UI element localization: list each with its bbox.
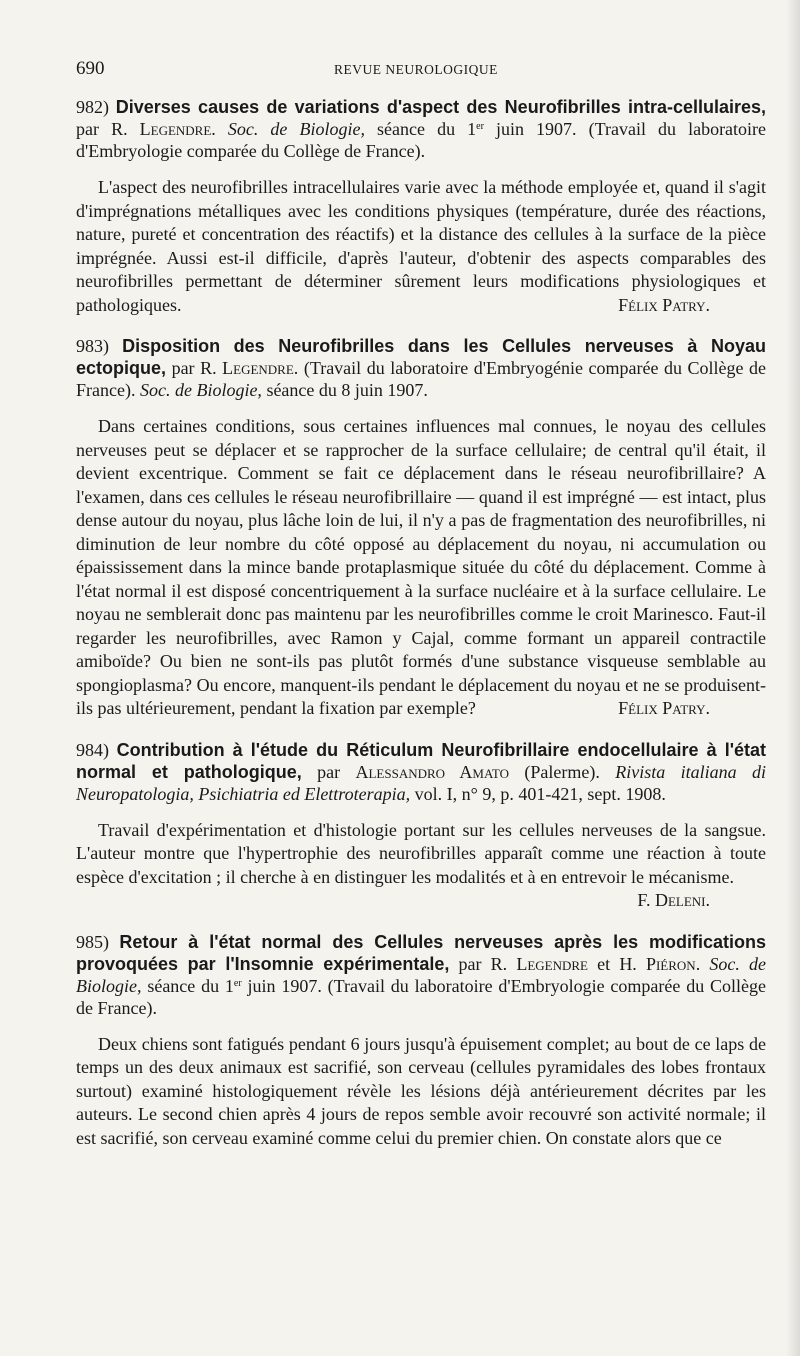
abstract-entry-982 [76,96,766,317]
entry-author: R. Legendre. [200,358,299,378]
page-header [76,58,776,82]
entry-summary [76,819,766,913]
reviewer-signature: Félix Patry. [618,294,710,315]
entry-author: R. Legendre [490,953,588,974]
by-word: par [171,358,195,378]
entry-source: juin 1907. (Travail du laboratoire d'Embryologie comparée du Collège de France). [76,975,766,1018]
entry-source: vol. I, n° 9, p. 401-421, sept. 1908. [414,783,666,804]
page-number: 690 [76,58,105,79]
entry-summary [76,415,766,721]
entry-author: R. Legendre. [111,119,216,139]
running-title: REVUE NEUROLOGIQUE [334,62,498,77]
entry-author: Alessandro Amato [355,761,510,782]
ordinal-superscript: er [476,121,484,132]
entry-source: juin 1907. (Travail du laboratoire d'Embryologie comparée du Collège de France). [76,119,767,161]
entry-number: 982) [76,97,109,117]
entry-title: Diverses causes de variations d'aspect des Neurofibrilles intra-cellulaires, [115,97,767,117]
entry-heading [76,96,766,162]
abstract-entry-985 [76,931,766,1151]
page-edge-shadow [786,0,800,1356]
entry-heading [76,739,766,805]
entry-source-pre: (Travail du laboratoire d'Embryogénie comparée du Collège de France). [76,358,767,400]
summary-text: L'aspect des neurofibrilles intracellulaires varie avec la méthode employée et, quand il s'agit d'imprégnations métalliques avec les conditions physiques (température, durée des réactions, nature, pureté et concentration des réactifs) et la distance des cellules à la surface de la pièce imprégnée. Aussi est-il difficile, d'après l'auteur, d'obtenir des aspects comparables des neurofibrilles permettant de déterminer sûrement leurs modifications physiologiques et pathologiques. [76,177,766,315]
entry-journal: Soc. de Biologie, [76,953,766,996]
by-word: par [317,761,341,782]
by-word: par [458,953,482,974]
entry-affiliation: (Palerme). [524,761,600,782]
abstract-entry-983 [76,335,766,721]
entry-number: 983) [76,336,109,356]
entry-number: 985) [76,931,109,952]
by-word: par [76,119,99,139]
entry-author-2: H. Piéron. [619,953,701,974]
summary-text: Travail d'expérimentation et d'histologie portant sur les cellules nerveuses de la sangsue. L'auteur montre que l'hypertrophie des neurofibrilles apparaît comme une réaction à toute espèce d'excitation ; il cherche à en distinguer les modalités et à en entrevoir le mécanisme. [76,819,766,887]
reviewer-signature: F. Deleni. [637,890,710,910]
page-content [76,96,766,1168]
reviewer-signature: Félix Patry. [618,698,710,718]
summary-text: Dans certaines conditions, sous certaines influences mal connues, le noyau des cellules nerveuses peut se déplacer et se rapprocher de la surface cellulaire; de central qu'il était, il devient excentrique. Comment se fait ce déplacement dans le réseau neurofibrillaire? A l'examen, dans ces cellules le réseau neurofibrillaire — quand il est imprégné — est intact, plus dense autour du noyau, plus lâche loin de lui, il n'y a pas de fragmentation des neurofibrilles, ni diminution de leur nombre du côté opposé au déplacement du noyau, ni accumulation ou épaississement dans la mince bande protaplasmique située du côté du déplacement. Comme à l'état normal il est disposé concentriquement à la surface nucléaire et à la surface cellulaire. Le noyau ne semblerait donc pas maintenu par les neurofibrilles comme le croit Marinesco. Faut-il regarder les neurofibrilles, avec Ramon y Cajal, comme formant un appareil contractile amiboïde? Ou bien ne sont-ils pas plutôt formés d'une substance visqueuse semblable au spongioplasma? Ou encore, manquent-ils pendant le déplacement du noyau et ne se produisent-ils pas ultérieurement, pendant la fixation par exemple? [76,416,766,718]
entry-journal: Soc. de Biologie, [227,119,365,139]
entry-heading [76,335,766,401]
and-word: et [597,953,611,974]
summary-text: Deux chiens sont fatigués pendant 6 jours jusqu'à épuisement complet; au bout de ce laps de temps un des deux animaux est sacrifié, son cerveau (cellules pyramidales des lobes frontaux surtout) examiné histologiquement révèle les lésions déjà antérieurement décrites par les auteurs. Le second chien après 4 jours de repos semble avoir recouvré son activité normale; il est sacrifié, son cerveau examiné comme celui du premier chien. On constate alors que ce [76,1033,766,1148]
entry-source: séance du 8 juin 1907. [266,380,428,400]
entry-source-pre: séance du 1 [377,119,477,139]
ordinal-superscript: er [233,977,242,989]
entry-journal: Rivista italiana di Neuropatologia, Psichiatria ed Elettroterapia, [76,761,766,804]
entry-title: Retour à l'état normal des Cellules nerveuses après les modifications provoquées par l'Insomnie expérimentale, [76,931,766,974]
entry-source-pre: séance du 1 [147,975,234,996]
entry-title: Contribution à l'étude du Réticulum Neurofibrillaire endocellulaire à l'état normal et pathologique, [76,739,766,782]
entry-journal: Soc. de Biologie, [139,380,262,400]
entry-summary [76,1033,766,1151]
entry-summary [76,176,766,317]
entry-number: 984) [76,739,109,760]
abstract-entry-984 [76,739,766,913]
entry-heading [76,931,766,1019]
entry-title: Disposition des Neurofibrilles dans les Cellules nerveuses à Noyau ectopique, [76,336,766,378]
